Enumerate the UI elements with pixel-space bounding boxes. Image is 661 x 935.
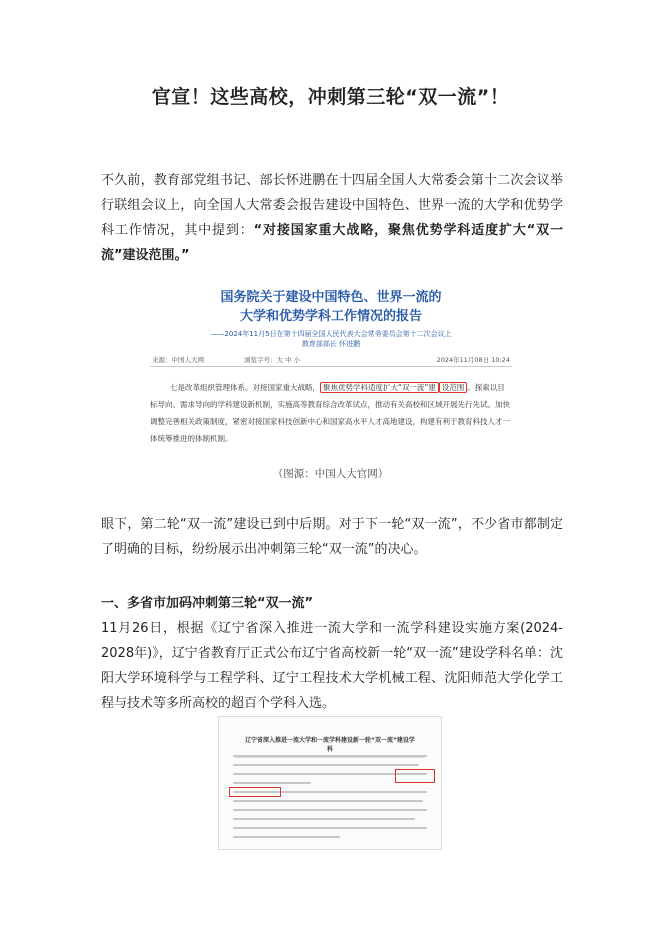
report-subtitle: ——2024年11月5日在第十四届全国人民代表大会常务委员会第十二次会议上 (210, 330, 452, 338)
report-body-pre: 七是改革组织管理体系。对接国家重大战略， (170, 383, 320, 392)
report-body (150, 379, 512, 447)
liaoning-list-screenshot (218, 716, 442, 850)
intro-text: 不久前，教育部党组书记、部长怀进鹏在十四届全国人大常委会第十二次会议举行联组会议上，向全国人大常委会报告建设中国特色、世界一流的大学和优势学科工作情况，其中提到： (101, 173, 563, 238)
list-highlight-box-left (229, 787, 281, 797)
intro-quote: “对接国家重大战略，聚焦优势学科适度扩大“双一流”建设范围。” (101, 223, 563, 263)
report-title-line2: 大学和优势学科工作情况的报告 (239, 309, 422, 324)
report-highlight-a: 聚焦优势学科适度扩大“双一流”建 (320, 382, 439, 393)
report-screenshot (150, 288, 512, 458)
report-body-post: 。探索以目标导向、需求导向的学科建设新机制，实施高等教育综合改革试点，推动有关高校和区域开展先行先试。加快调整完善相关政策制度，紧密对接国家科技创新中心和国家高水平人才高地建设，构建有利于教育科技人才一体统筹推进的体制机制。 (150, 383, 510, 443)
list-title: 辽宁省深入推进一流大学和一流学科建设新一轮“双一流”建设学科 (245, 737, 415, 753)
report-font-size: 浏览字号：大 中 小 (244, 356, 301, 364)
report-source: 来源：中国人大网 (152, 356, 204, 364)
report-highlight-b: 设范围 (439, 382, 468, 393)
report-title-line1: 国务院关于建设中国特色、世界一流的 (220, 290, 442, 305)
paragraph-second: 眼下，第二轮“双一流”建设已到中后期。对于下一轮“双一流”，不少省市都制定了明确的目标，纷纷展示出冲刺第三轮“双一流”的决心。 (101, 517, 563, 557)
list-highlight-box-right (395, 769, 435, 783)
report-meta (150, 355, 512, 367)
figure1-caption: （图源：中国人大官网） (272, 468, 389, 480)
article-title: 官宣！这些高校，冲刺第三轮“双一流”！ (151, 86, 510, 108)
paragraph-intro (101, 168, 563, 268)
section-heading-1: 一、多省市加码冲刺第三轮“双一流” (101, 596, 314, 611)
report-author: 教育部部长 怀进鹏 (301, 340, 361, 348)
paragraph-third: 11月26日，根据《辽宁省深入推进一流大学和一流学科建设实施方案(2024-2028年)》，辽宁省教育厅正式公布辽宁省高校新一轮“双一流”建设学科名单：沈阳大学环境科学与工程学科、辽宁工程技术大学机械工程、沈阳师范大学化学工程与技术等多所高校的超百个学科入选。 (101, 621, 563, 711)
report-date: 2024年11月08日 10:24 (436, 356, 510, 364)
